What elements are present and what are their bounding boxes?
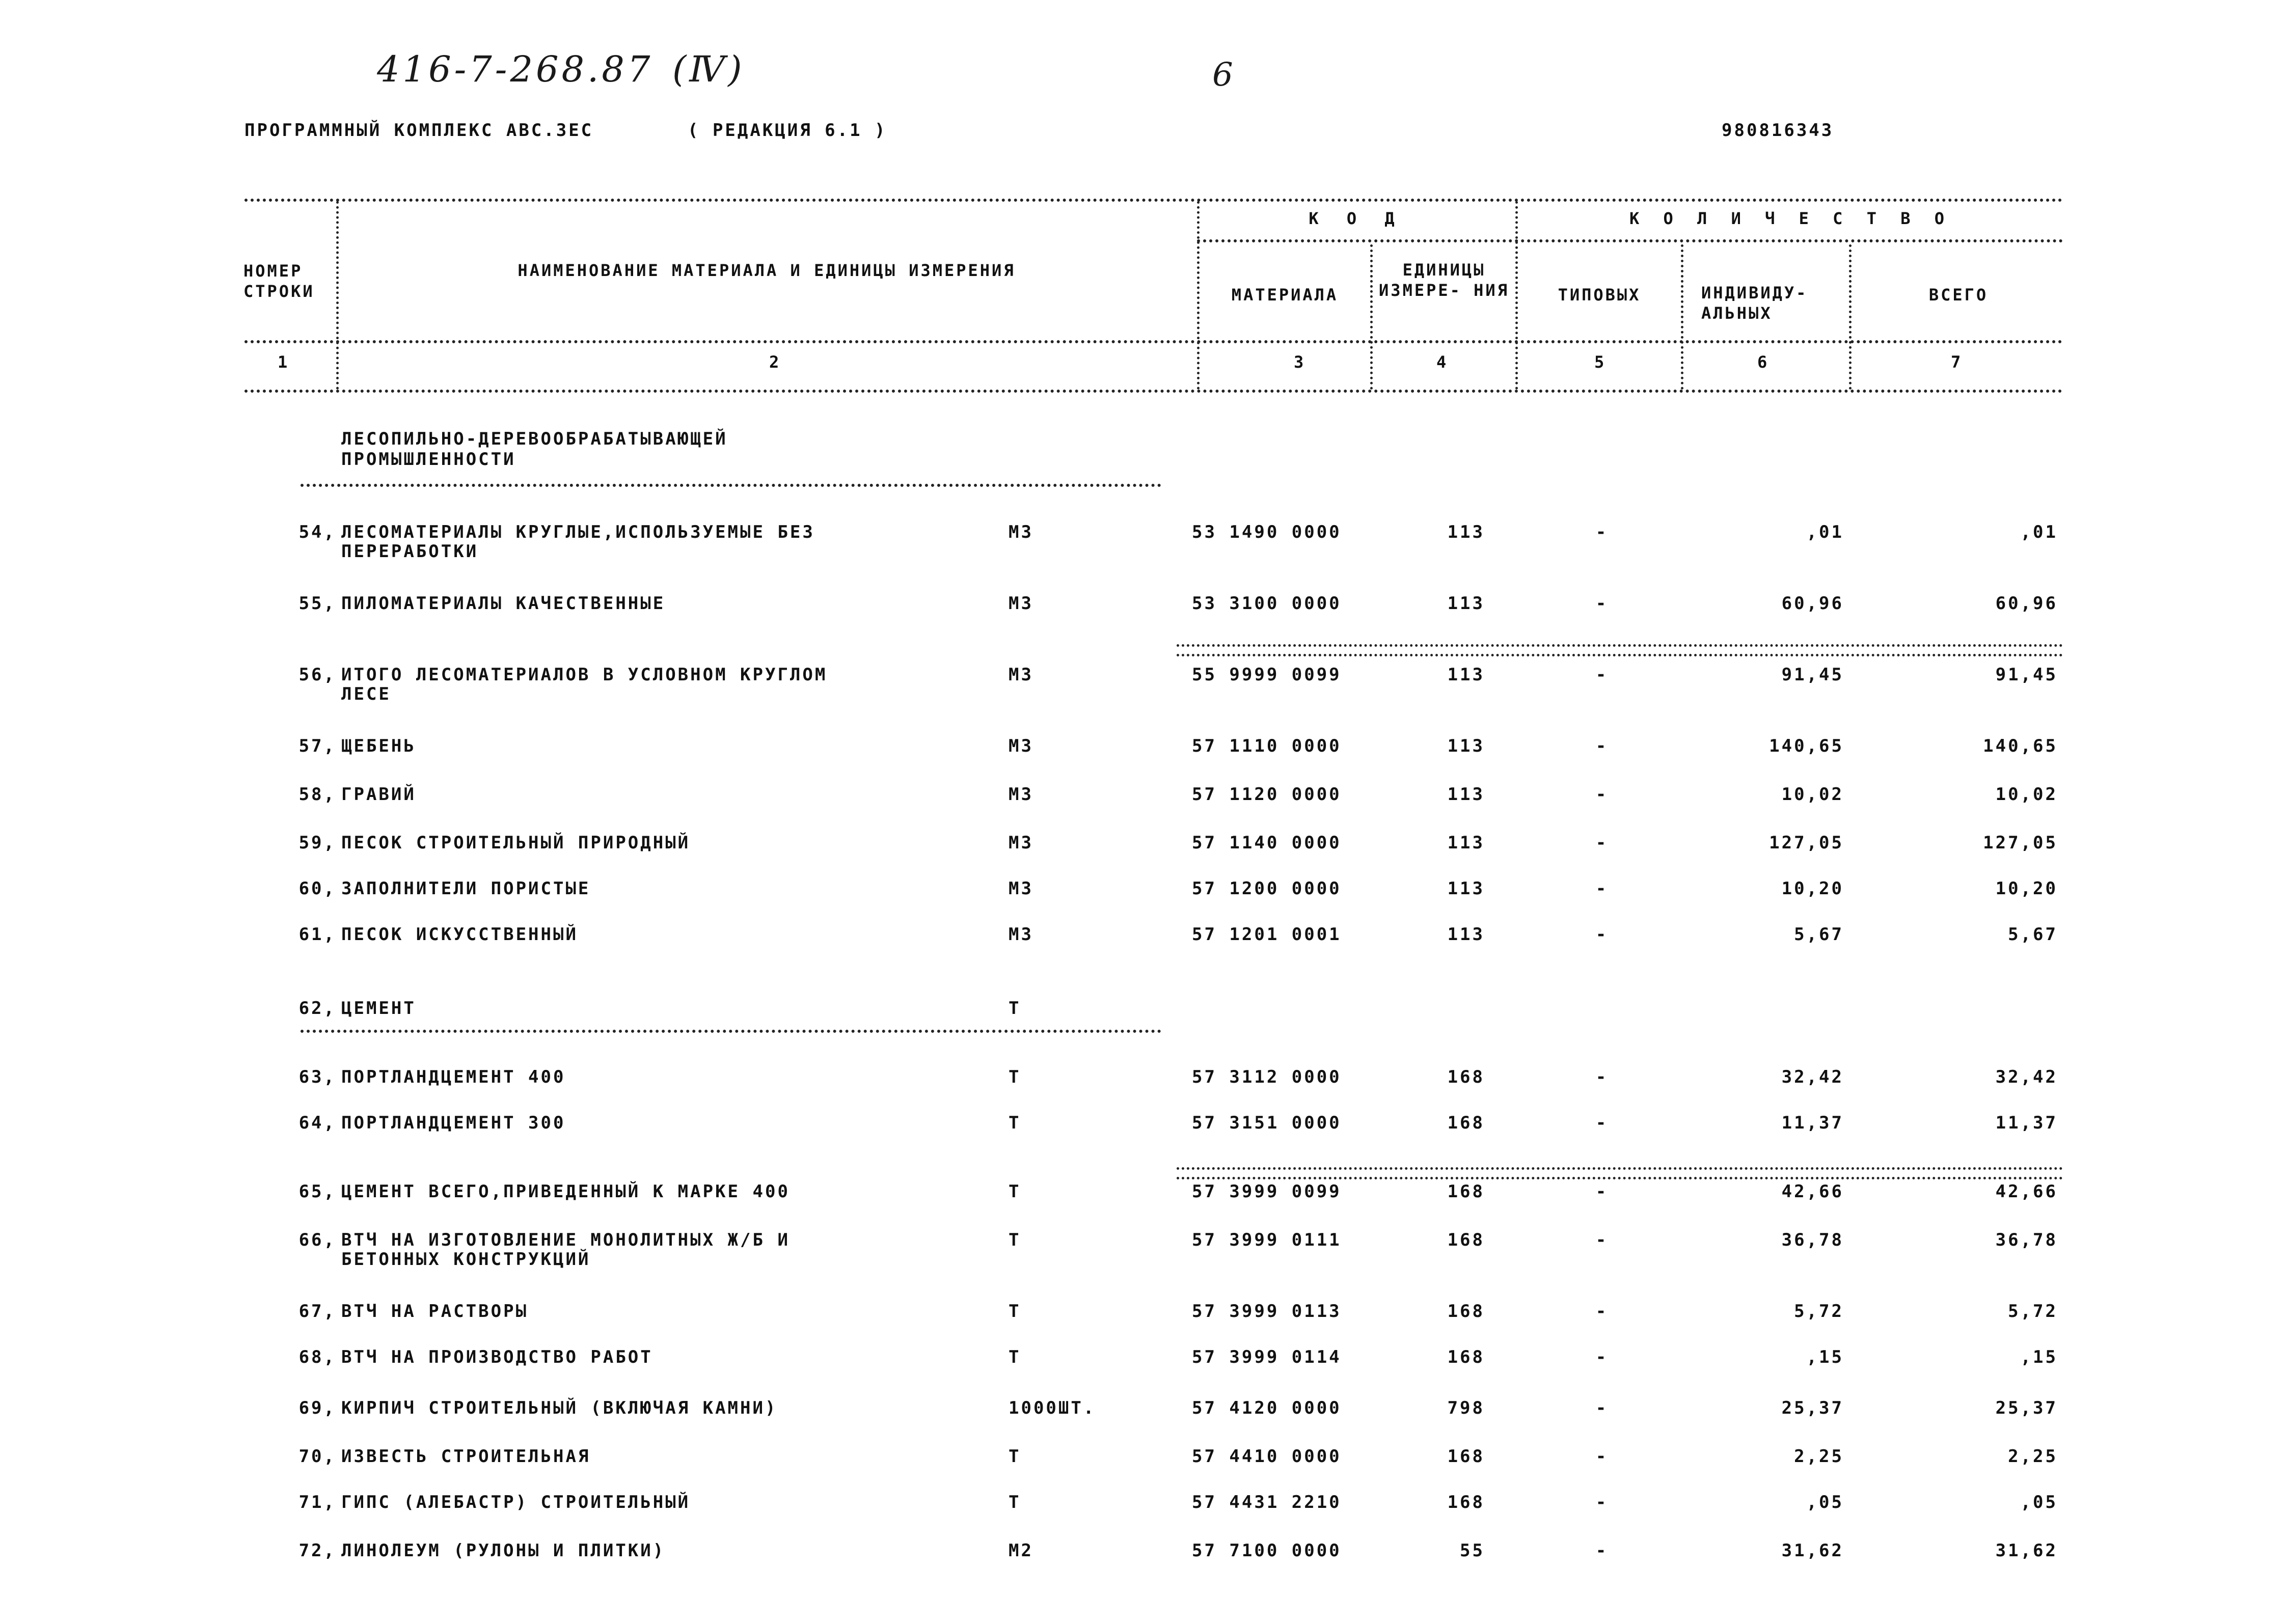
unit-of-measure: Т bbox=[1009, 1113, 1021, 1133]
qty-typical: - bbox=[1595, 1446, 1609, 1467]
qty-typical: - bbox=[1595, 1230, 1609, 1250]
table-row bbox=[0, 1540, 2286, 1561]
header-colnum-6: 6 bbox=[1757, 352, 1770, 372]
header-colnum-7: 7 bbox=[1951, 352, 1963, 372]
qty-typical: - bbox=[1595, 1540, 1609, 1561]
qty-typical: - bbox=[1595, 1181, 1609, 1202]
header-code-material: МАТЕРИАЛА bbox=[1231, 285, 1339, 305]
header-row-number: НОМЕР СТРОКИ bbox=[243, 261, 315, 301]
unit-code: 113 bbox=[1447, 736, 1485, 756]
unit-of-measure: М3 bbox=[1009, 522, 1033, 542]
qty-typical: - bbox=[1595, 1347, 1609, 1367]
unit-code: 113 bbox=[1447, 593, 1485, 614]
material-name: ИЗВЕСТЬ СТРОИТЕЛЬНАЯ bbox=[341, 1446, 591, 1467]
material-code: 57 3999 0114 bbox=[1192, 1347, 1342, 1367]
material-name: ГРАВИЙ bbox=[341, 784, 416, 805]
material-code: 57 4410 0000 bbox=[1192, 1446, 1342, 1467]
qty-total: 25,37 bbox=[1995, 1398, 2058, 1418]
qty-typical: - bbox=[1595, 1067, 1609, 1087]
material-name: ВТЧ НА ИЗГОТОВЛЕНИЕ МОНОЛИТНЫХ Ж/Б И bbox=[341, 1230, 790, 1250]
material-name: ИТОГО ЛЕСОМАТЕРИАЛОВ В УСЛОВНОМ КРУГЛОМ bbox=[341, 665, 828, 685]
row-number: 62, bbox=[298, 998, 336, 1019]
material-name: ЦЕМЕНТ ВСЕГО,ПРИВЕДЕННЫЙ К МАРКЕ 400 bbox=[341, 1181, 790, 1202]
header-mid-rule bbox=[244, 340, 2063, 343]
subtotal-separator bbox=[1177, 644, 2063, 656]
table-row bbox=[0, 924, 2286, 945]
page-number: 6 bbox=[1212, 56, 1236, 94]
table-row bbox=[0, 833, 2286, 853]
unit-code: 113 bbox=[1447, 833, 1485, 853]
qty-total: 10,02 bbox=[1995, 784, 2058, 805]
row-number: 59, bbox=[298, 833, 336, 853]
qty-typical: - bbox=[1595, 878, 1609, 899]
qty-total: 140,65 bbox=[1983, 736, 2058, 756]
qty-individual: 25,37 bbox=[1781, 1398, 1844, 1418]
header-colnum-5: 5 bbox=[1594, 352, 1607, 372]
header-colnum-2: 2 bbox=[769, 352, 781, 372]
qty-typical: - bbox=[1595, 736, 1609, 756]
qty-typical: - bbox=[1595, 833, 1609, 853]
qty-individual: 2,25 bbox=[1794, 1446, 1844, 1467]
unit-of-measure: Т bbox=[1009, 1446, 1021, 1467]
unit-of-measure: Т bbox=[1009, 1230, 1021, 1250]
material-code: 57 7100 0000 bbox=[1192, 1540, 1342, 1561]
qty-individual: 127,05 bbox=[1769, 833, 1844, 853]
material-name: ЩЕБЕНЬ bbox=[341, 736, 416, 756]
qty-typical: - bbox=[1595, 1398, 1609, 1418]
row-number: 69, bbox=[298, 1398, 336, 1418]
header-top-rule bbox=[244, 199, 2063, 202]
qty-typical: - bbox=[1595, 924, 1609, 945]
material-name: КИРПИЧ СТРОИТЕЛЬНЫЙ (ВКЛЮЧАЯ КАМНИ) bbox=[341, 1398, 778, 1418]
table-row bbox=[0, 593, 2286, 614]
table-row bbox=[0, 1347, 2286, 1367]
row-number: 61, bbox=[298, 924, 336, 945]
qty-total: 91,45 bbox=[1995, 665, 2058, 685]
header-divider bbox=[1849, 244, 1852, 390]
qty-individual: 10,02 bbox=[1781, 784, 1844, 805]
table-row bbox=[0, 665, 2286, 704]
material-code: 57 1201 0001 bbox=[1192, 924, 1342, 945]
material-code: 57 4431 2210 bbox=[1192, 1492, 1342, 1512]
table-row bbox=[0, 1181, 2286, 1202]
header-colnum-3: 3 bbox=[1294, 352, 1306, 372]
material-code: 57 3151 0000 bbox=[1192, 1113, 1342, 1133]
qty-individual: ,15 bbox=[1806, 1347, 1844, 1367]
qty-individual: ,05 bbox=[1806, 1492, 1844, 1512]
table-row bbox=[0, 998, 2286, 1019]
qty-individual: 36,78 bbox=[1781, 1230, 1844, 1250]
material-name: ПОРТЛАНДЦЕМЕНТ 400 bbox=[341, 1067, 566, 1087]
unit-of-measure: Т bbox=[1009, 1067, 1021, 1087]
table-row bbox=[0, 784, 2286, 805]
header-colnum-4: 4 bbox=[1436, 352, 1449, 372]
qty-total: 10,20 bbox=[1995, 878, 2058, 899]
qty-total: ,15 bbox=[2020, 1347, 2058, 1367]
header-divider bbox=[1515, 201, 1518, 390]
row-number: 68, bbox=[298, 1347, 336, 1367]
qty-typical: - bbox=[1595, 593, 1609, 614]
qty-total: 5,67 bbox=[2008, 924, 2058, 945]
unit-of-measure: Т bbox=[1009, 1492, 1021, 1512]
unit-of-measure: Т bbox=[1009, 1347, 1021, 1367]
material-code: 53 1490 0000 bbox=[1192, 522, 1342, 542]
material-code: 57 1120 0000 bbox=[1192, 784, 1342, 805]
qty-total: 42,66 bbox=[1995, 1181, 2058, 1202]
qty-typical: - bbox=[1595, 1301, 1609, 1322]
table-row bbox=[0, 1301, 2286, 1322]
table-row bbox=[0, 1446, 2286, 1467]
qty-individual: ,01 bbox=[1806, 522, 1844, 542]
qty-total: 2,25 bbox=[2008, 1446, 2058, 1467]
header-material-name: НАИМЕНОВАНИЕ МАТЕРИАЛА И ЕДИНИЦЫ ИЗМЕРЕНИЯ bbox=[518, 261, 1016, 280]
unit-of-measure: Т bbox=[1009, 1181, 1021, 1202]
material-name-continuation: ЛЕСЕ bbox=[341, 684, 391, 704]
qty-individual: 140,65 bbox=[1769, 736, 1844, 756]
qty-total: 60,96 bbox=[1995, 593, 2058, 614]
unit-code: 113 bbox=[1447, 924, 1485, 945]
qty-total: 31,62 bbox=[1995, 1540, 2058, 1561]
material-name: ЛЕСОМАТЕРИАЛЫ КРУГЛЫЕ,ИСПОЛЬЗУЕМЫЕ БЕЗ bbox=[341, 522, 815, 542]
qty-individual: 42,66 bbox=[1781, 1181, 1844, 1202]
header-bottom-rule bbox=[244, 390, 2063, 393]
material-name: ГИПС (АЛЕБАСТР) СТРОИТЕЛЬНЫЙ bbox=[341, 1492, 691, 1512]
unit-code: 168 bbox=[1447, 1067, 1485, 1087]
row-number: 60, bbox=[298, 878, 336, 899]
header-divider bbox=[1681, 244, 1683, 390]
unit-code: 168 bbox=[1447, 1113, 1485, 1133]
unit-of-measure: М3 bbox=[1009, 736, 1033, 756]
qty-individual: 32,42 bbox=[1781, 1067, 1844, 1087]
header-qty-typical: ТИПОВЫХ bbox=[1558, 285, 1641, 305]
material-code: 53 3100 0000 bbox=[1192, 593, 1342, 614]
qty-typical: - bbox=[1595, 784, 1609, 805]
header-group-quantity: К О Л И Ч Е С Т В О bbox=[1629, 209, 1952, 228]
unit-code: 168 bbox=[1447, 1181, 1485, 1202]
material-code: 57 3999 0113 bbox=[1192, 1301, 1342, 1322]
section-title: ЛЕСОПИЛЬНО-ДЕРЕВООБРАБАТЫВАЮЩЕЙ ПРОМЫШЛЕННОСТИ bbox=[341, 429, 728, 470]
unit-of-measure: Т bbox=[1009, 998, 1021, 1019]
edition-label: ( РЕДАКЦИЯ 6.1 ) bbox=[688, 120, 887, 141]
unit-of-measure: М3 bbox=[1009, 593, 1033, 614]
header-code-unit: ЕДИНИЦЫ ИЗМЕРЕ- НИЯ bbox=[1379, 260, 1509, 300]
material-code: 57 3999 0099 bbox=[1192, 1181, 1342, 1202]
row-number: 64, bbox=[298, 1113, 336, 1133]
unit-code: 798 bbox=[1447, 1398, 1485, 1418]
qty-individual: 31,62 bbox=[1781, 1540, 1844, 1561]
header-divider bbox=[1197, 201, 1200, 390]
unit-of-measure: М3 bbox=[1009, 784, 1033, 805]
material-name: ПЕСОК СТРОИТЕЛЬНЫЙ ПРИРОДНЫЙ bbox=[341, 833, 691, 853]
header-group-code: К О Д bbox=[1309, 209, 1404, 228]
row-number: 70, bbox=[298, 1446, 336, 1467]
qty-total: 32,42 bbox=[1995, 1067, 2058, 1087]
header-colnum-1: 1 bbox=[278, 352, 290, 372]
header-qty-individual: ИНДИВИДУ- АЛЬНЫХ bbox=[1701, 283, 1808, 323]
table-row bbox=[0, 522, 2286, 562]
qty-individual: 5,72 bbox=[1794, 1301, 1844, 1322]
qty-total: ,05 bbox=[2020, 1492, 2058, 1512]
table-row bbox=[0, 878, 2286, 899]
qty-typical: - bbox=[1595, 1113, 1609, 1133]
row-number: 58, bbox=[298, 784, 336, 805]
qty-total: 127,05 bbox=[1983, 833, 2058, 853]
qty-total: 11,37 bbox=[1995, 1113, 2058, 1133]
header-divider bbox=[1370, 244, 1373, 390]
unit-code: 113 bbox=[1447, 522, 1485, 542]
unit-of-measure: М3 bbox=[1009, 833, 1033, 853]
handwritten-project-code: 416-7-268.87 bbox=[377, 48, 654, 90]
unit-code: 168 bbox=[1447, 1301, 1485, 1322]
group-underline bbox=[301, 1030, 1161, 1033]
row-number: 67, bbox=[298, 1301, 336, 1322]
material-name: ЦЕМЕНТ bbox=[341, 998, 416, 1019]
material-code: 55 9999 0099 bbox=[1192, 665, 1342, 685]
row-number: 71, bbox=[298, 1492, 336, 1512]
material-code: 57 3999 0111 bbox=[1192, 1230, 1342, 1250]
table-row bbox=[0, 1113, 2286, 1133]
unit-of-measure: М2 bbox=[1009, 1540, 1033, 1561]
row-number: 55, bbox=[298, 593, 336, 614]
material-code: 57 4120 0000 bbox=[1192, 1398, 1342, 1418]
unit-code: 168 bbox=[1447, 1492, 1485, 1512]
row-number: 72, bbox=[298, 1540, 336, 1561]
row-number: 56, bbox=[298, 665, 336, 685]
material-code: 57 1110 0000 bbox=[1192, 736, 1342, 756]
unit-of-measure: М3 bbox=[1009, 878, 1033, 899]
material-name: ПЕСОК ИСКУССТВЕННЫЙ bbox=[341, 924, 578, 945]
table-row bbox=[0, 1230, 2286, 1270]
qty-total: 5,72 bbox=[2008, 1301, 2058, 1322]
header-divider bbox=[336, 201, 339, 390]
qty-individual: 5,67 bbox=[1794, 924, 1844, 945]
unit-code: 168 bbox=[1447, 1230, 1485, 1250]
row-number: 54, bbox=[298, 522, 336, 542]
row-number: 66, bbox=[298, 1230, 336, 1250]
unit-code: 55 bbox=[1460, 1540, 1485, 1561]
unit-of-measure: М3 bbox=[1009, 665, 1033, 685]
material-name: ВТЧ НА РАСТВОРЫ bbox=[341, 1301, 529, 1322]
qty-typical: - bbox=[1595, 665, 1609, 685]
material-name: ПИЛОМАТЕРИАЛЫ КАЧЕСТВЕННЫЕ bbox=[341, 593, 666, 614]
section-underline bbox=[301, 484, 1161, 487]
material-name-continuation: БЕТОННЫХ КОНСТРУКЦИЙ bbox=[341, 1249, 591, 1270]
material-code: 57 1140 0000 bbox=[1192, 833, 1342, 853]
qty-total: 36,78 bbox=[1995, 1230, 2058, 1250]
header-qty-total: ВСЕГО bbox=[1928, 285, 1989, 305]
row-number: 57, bbox=[298, 736, 336, 756]
unit-of-measure: М3 bbox=[1009, 924, 1033, 945]
material-code: 57 1200 0000 bbox=[1192, 878, 1342, 899]
qty-individual: 11,37 bbox=[1781, 1113, 1844, 1133]
unit-code: 113 bbox=[1447, 784, 1485, 805]
material-name: ЗАПОЛНИТЕЛИ ПОРИСТЫЕ bbox=[341, 878, 591, 899]
qty-individual: 91,45 bbox=[1781, 665, 1844, 685]
program-title: ПРОГРАММНЫЙ КОМПЛЕКС АВС.3ЕС bbox=[244, 120, 594, 141]
header-group-rule bbox=[1197, 239, 2063, 242]
material-name: ЛИНОЛЕУМ (РУЛОНЫ И ПЛИТКИ) bbox=[341, 1540, 666, 1561]
table-row bbox=[0, 736, 2286, 756]
unit-code: 168 bbox=[1447, 1446, 1485, 1467]
unit-of-measure: 1000ШТ. bbox=[1009, 1398, 1096, 1418]
qty-typical: - bbox=[1595, 522, 1609, 542]
table-row bbox=[0, 1492, 2286, 1512]
document-number: 980816343 bbox=[1722, 120, 1834, 141]
handwritten-mark: (Ⅳ) bbox=[672, 48, 745, 90]
unit-code: 113 bbox=[1447, 878, 1485, 899]
material-code: 57 3112 0000 bbox=[1192, 1067, 1342, 1087]
qty-individual: 10,20 bbox=[1781, 878, 1844, 899]
table-row bbox=[0, 1398, 2286, 1418]
qty-typical: - bbox=[1595, 1492, 1609, 1512]
qty-total: ,01 bbox=[2020, 522, 2058, 542]
subtotal-separator bbox=[1177, 1167, 2063, 1179]
unit-of-measure: Т bbox=[1009, 1301, 1021, 1322]
material-name-continuation: ПЕРЕРАБОТКИ bbox=[341, 541, 479, 562]
unit-code: 168 bbox=[1447, 1347, 1485, 1367]
table-row bbox=[0, 1067, 2286, 1087]
unit-code: 113 bbox=[1447, 665, 1485, 685]
row-number: 63, bbox=[298, 1067, 336, 1087]
row-number: 65, bbox=[298, 1181, 336, 1202]
qty-individual: 60,96 bbox=[1781, 593, 1844, 614]
material-name: ВТЧ НА ПРОИЗВОДСТВО РАБОТ bbox=[341, 1347, 653, 1367]
material-name: ПОРТЛАНДЦЕМЕНТ 300 bbox=[341, 1113, 566, 1133]
